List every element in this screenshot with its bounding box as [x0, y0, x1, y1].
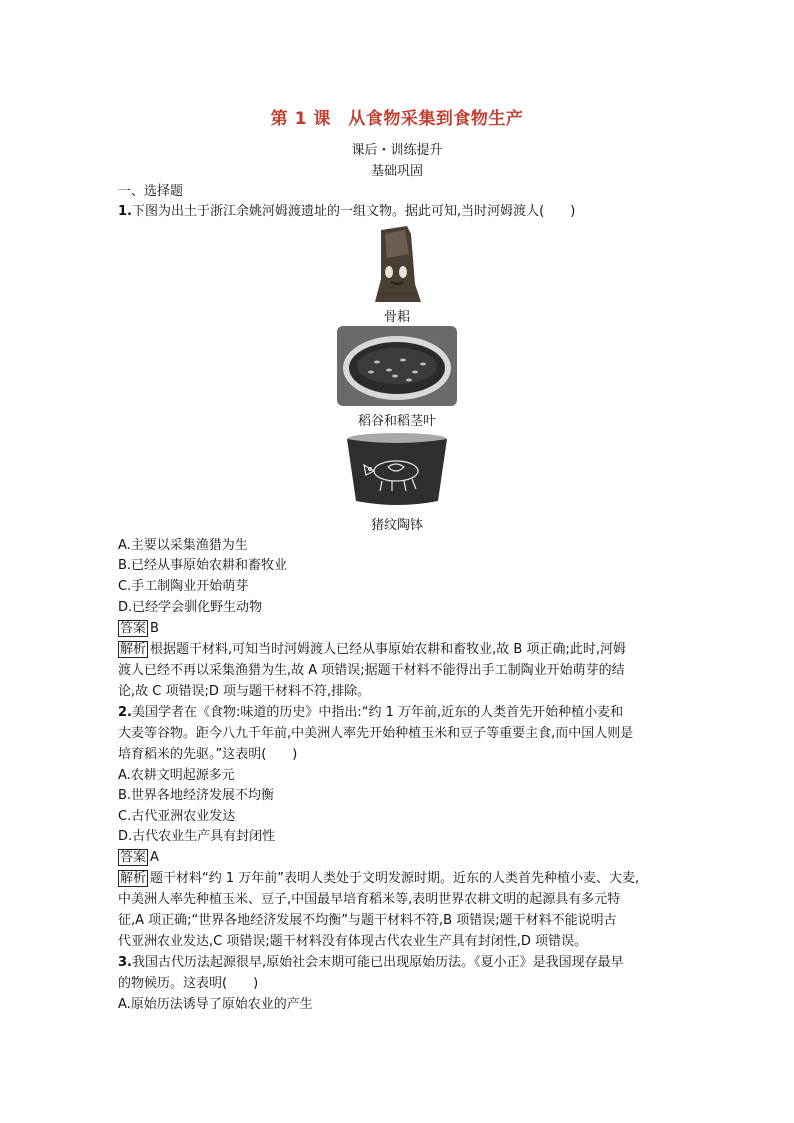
- analysis-line-4: 代亚洲农业发达,C 项错误;题干材料没有体现古代农业生产具有封闭性,D 项错误。: [118, 934, 587, 949]
- analysis-line-1: [118, 639, 678, 660]
- analysis-line-2: 渡人已经不再以采集渔猎为生,故 A 项错误;据题干材料不能得出手工制陶业开始萌芽的结: [118, 663, 625, 678]
- option-a: A.原始历法诱导了原始农业的产生: [118, 997, 313, 1012]
- answer-line-2: [118, 847, 678, 868]
- figure-caption-2: 稻谷和稻茎叶: [357, 414, 436, 429]
- analysis-text: 题干材料“约 1 万年前”表明人类处于文明发源时期。近东的人类首先种植小麦、大麦,: [150, 871, 640, 886]
- answer-line-1: [118, 618, 678, 639]
- answer-value: A: [150, 850, 159, 865]
- lesson-title: 第 1 课 从食物采集到食物生产: [270, 109, 524, 129]
- question-number: 3.: [118, 955, 132, 970]
- option-d: D.古代农业生产具有封闭性: [118, 829, 276, 844]
- option-b: B.世界各地经济发展不均衡: [118, 788, 275, 803]
- rice-grains-image: [0, 326, 794, 410]
- figure-caption-3: 猪纹陶钵: [370, 518, 423, 533]
- answer-value: B: [150, 621, 159, 636]
- subtitle-basic: 基础巩固: [370, 164, 423, 179]
- analysis-label: 解析: [120, 871, 147, 886]
- question-number: 2.: [118, 705, 132, 720]
- option-d: D.已经学会驯化野生动物: [118, 600, 263, 615]
- option-b: B.已经从事原始农耕和畜牧业: [118, 558, 288, 573]
- option-a: A.主要以采集渔猎为生: [118, 538, 248, 553]
- analysis-line-3: 论,故 C 项错误;D 项与题干材料不符,排除。: [118, 684, 371, 699]
- section-heading: 一、选择题: [118, 184, 184, 199]
- analysis-label: 解析: [120, 642, 147, 657]
- option-a: A.农耕文明起源多元: [118, 768, 235, 783]
- question-number: 1.: [118, 204, 132, 219]
- question-text: 我国古代历法起源很早,原始社会末期可能已出现原始历法。《夏小正》是我国现存最早: [131, 955, 624, 970]
- question-1-stem: [118, 201, 678, 222]
- analysis-line-2: 中美洲人率先种植玉米、豆子,中国最早培育稻米等,表明世界农耕文明的起源具有多元特: [118, 892, 621, 907]
- pig-pattern-pottery-image: [0, 431, 794, 513]
- question-2-stem-1: [118, 702, 678, 723]
- analysis-line-3: 征,A 项正确;“世界各地经济发展不均衡”与题干材料不符,B 项错误;题干材料不能说明古: [118, 913, 617, 928]
- question-3-stem-1: [118, 952, 678, 973]
- option-c: C.手工制陶业开始萌芽: [118, 579, 249, 594]
- question-2-stem-3: 培育稻米的先驱。”这表明( ): [118, 747, 298, 762]
- option-c: C.古代亚洲农业发达: [118, 809, 236, 824]
- analysis-text: 根据题干材料,可知当时河姆渡人已经从事原始农耕和畜牧业,故 B 项正确;此时,河姆: [150, 642, 626, 657]
- subtitle-after-class: 课后・训练提升: [351, 143, 443, 158]
- analysis-line-1: [118, 868, 678, 889]
- figure-caption-1: 骨耜: [383, 310, 410, 325]
- question-text: 美国学者在《食物:味道的历史》中指出:“约 1 万年前,近东的人类首先开始种植小麦和: [131, 705, 624, 720]
- question-3-stem-2: 的物候历。这表明( ): [118, 976, 259, 991]
- bone-spade-image: [0, 224, 794, 308]
- question-2-stem-2: 大麦等谷物。距今八九千年前,中美洲人率先开始种植玉米和豆子等重要主食,而中国人则是: [118, 726, 634, 741]
- answer-label: 答案: [120, 850, 147, 865]
- question-text: 下图为出土于浙江余姚河姆渡遗址的一组文物。据此可知,当时河姆渡人( ): [131, 204, 576, 219]
- answer-label: 答案: [120, 621, 147, 636]
